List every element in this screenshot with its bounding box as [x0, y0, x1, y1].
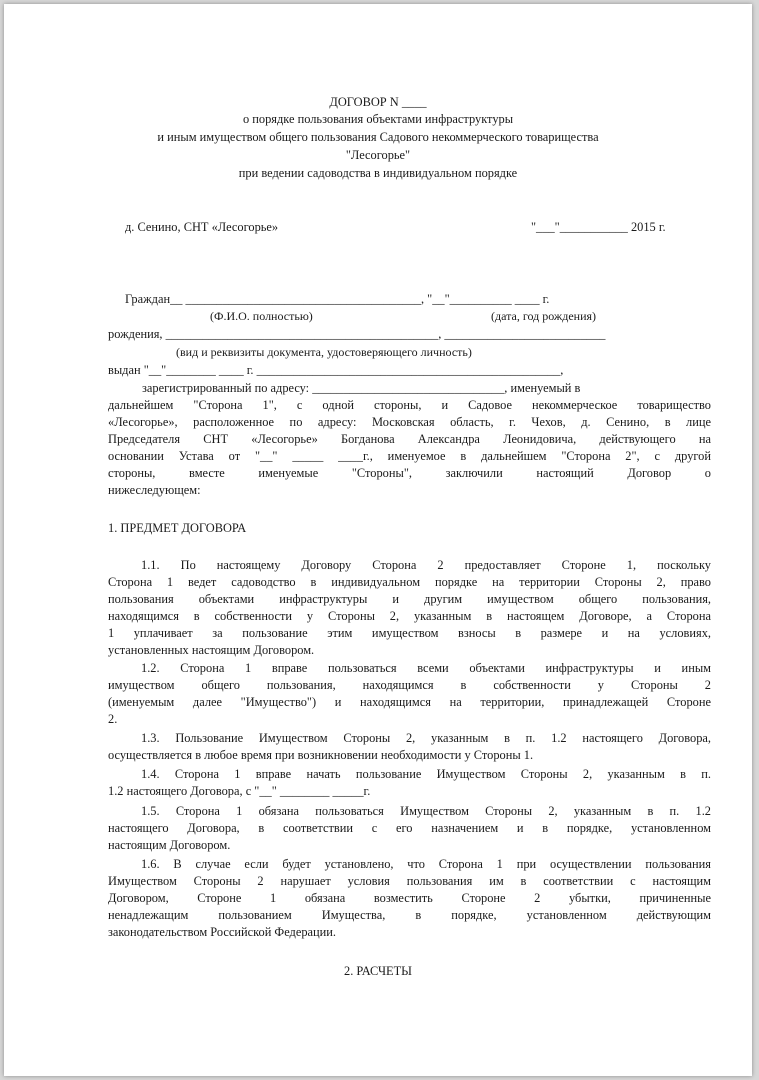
document-subtitle: при ведении садоводства в индивидуальном порядке — [238, 166, 518, 180]
contract-place: д. Сенино, СНТ «Лесогорье» — [125, 220, 279, 234]
clause-line: имуществом общего пользования, находящимся в собственности у Стороны 2 — [108, 678, 711, 692]
document-subtitle: "Лесогорье" — [345, 148, 411, 162]
party-text-line: «Лесогорье», расположенное по адресу: Московская область, г. Чехов, д. Сенино, в лице — [108, 415, 711, 429]
clause-line: настоящего Договора, в соответствии с его назначением и в порядке, установленном — [108, 821, 711, 835]
document-subtitle: о порядке пользования объектами инфраструктуры — [242, 112, 514, 126]
clause-line: Сторона 1 ведет садоводство в индивидуальном порядке на территории Стороны 2, право — [108, 575, 711, 589]
clause-line: осуществляется в любое время при возникновении необходимости у Стороны 1. — [108, 748, 534, 762]
clause-line: 1.2. Сторона 1 вправе пользоваться всеми объектами инфраструктуры и иным — [141, 661, 711, 675]
clause-line: настоящим Договором. — [108, 838, 231, 852]
clause-line: 2. — [108, 712, 118, 726]
document-page — [4, 4, 752, 1076]
clause-line: 1.6. В случае если будет установлено, что Сторона 1 при осуществлении пользования — [141, 857, 711, 871]
dob-hint: (дата, год рождения) — [491, 309, 596, 323]
clause-line: законодательством Российской Федерации. — [108, 925, 337, 939]
clause-line: 1.4. Сторона 1 вправе начать пользование Имуществом Стороны 2, указанным в п. — [141, 767, 711, 781]
clause-line: 1.2 настоящего Договора, с "__" ________ _____г. — [108, 784, 371, 798]
clause-line: 1.3. Пользование Имуществом Стороны 2, указанным в п. 1.2 настоящего Договора, — [141, 731, 711, 745]
clause-line: Имуществом Стороны 2 нарушает условия пользования им в соответствии с настоящим — [108, 874, 711, 888]
party-text-line: дальнейшем "Сторона 1", с одной стороны, и Садовое некоммерческое товарищество — [108, 398, 711, 412]
clause-line: 1 уплачивает за пользование этим имуществом взносы в размере и на условиях, — [108, 626, 711, 640]
document-subtitle: и иным имуществом общего пользования Садового некоммерческого товарищества — [157, 130, 599, 144]
section-heading: 2. РАСЧЕТЫ — [344, 964, 412, 978]
section-heading: 1. ПРЕДМЕТ ДОГОВОРА — [108, 521, 247, 535]
issued-line: выдан "__"________ ____ г. _________________________________________________, — [108, 363, 564, 377]
clause-line: 1.5. Сторона 1 обязана пользоваться Имуществом Стороны 2, указанным в п. 1.2 — [141, 804, 711, 818]
document-title: ДОГОВОР N ____ — [329, 95, 427, 109]
clause-line: находящимся в собственности у Стороны 2, указанным в настоящем Договоре, а Сторона — [108, 609, 711, 623]
clause-line: установленных настоящим Договором. — [108, 643, 315, 657]
birth-line: рождения, ____________________________________________, __________________________ — [108, 327, 606, 341]
fio-hint: (Ф.И.О. полностью) — [210, 309, 313, 323]
party-text-line: нижеследующем: — [108, 483, 201, 497]
citizen-line: Граждан__ ______________________________________, "__"__________ ____ г. — [125, 292, 550, 306]
contract-date: "___"___________ 2015 г. — [531, 220, 666, 234]
clause-line: ненадлежащим пользованием Имущества, в порядке, установленном действующим — [108, 908, 711, 922]
document-hint: (вид и реквизиты документа, удостоверяющего личность) — [176, 345, 472, 359]
registered-line: зарегистрированный по адресу: _______________________________, именуемый в — [142, 381, 581, 395]
clause-line: (именуемым далее "Имущество") и находящимся на территории, принадлежащей Стороне — [108, 695, 711, 709]
party-text-line: стороны, вместе именуемые "Стороны", заключили настоящий Договор о — [108, 466, 711, 480]
party-text-line: Председателя СНТ «Лесогорье» Богданова Александра Леонидовича, действующего на — [108, 432, 711, 446]
clause-line: 1.1. По настоящему Договору Сторона 2 предоставляет Стороне 1, поскольку — [141, 558, 711, 572]
clause-line: пользования объектами инфраструктуры и другим имуществом общего пользования, — [108, 592, 711, 606]
party-text-line: основании Устава от "__" _____ ____г., именуемое в дальнейшем "Сторона 2", с другой — [108, 449, 711, 463]
clause-line: Договором, Стороне 1 обязана возместить Стороне 2 убытки, причиненные — [108, 891, 711, 905]
